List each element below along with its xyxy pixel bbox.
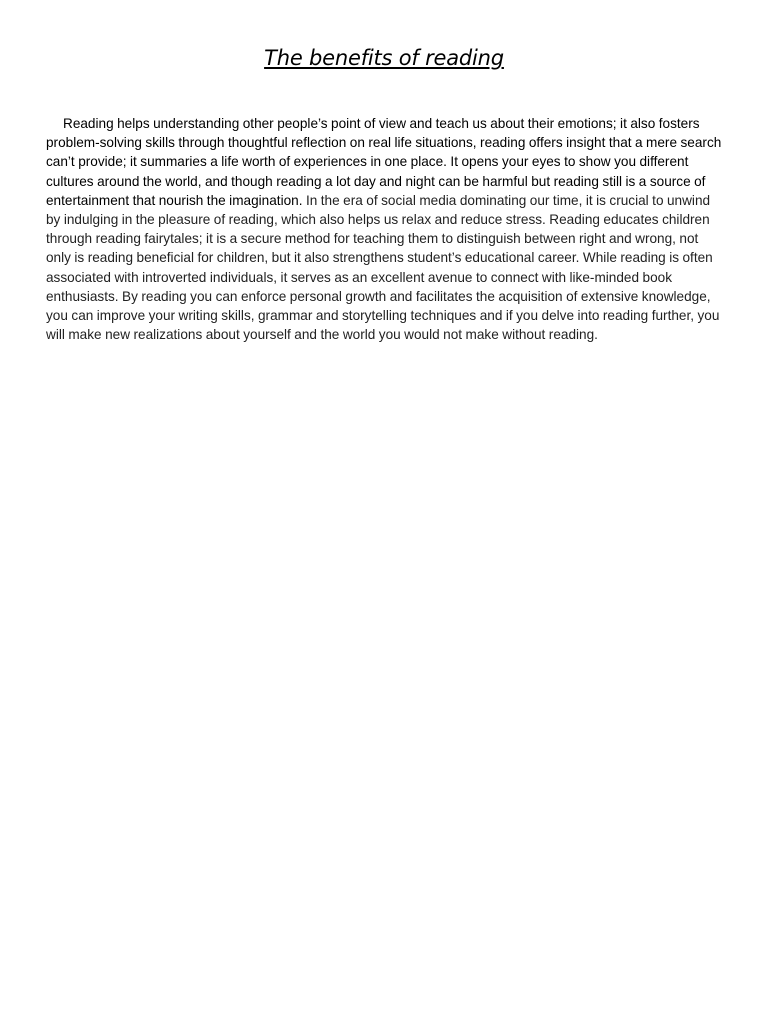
paragraph-part-2: In the era of social media dominating our time, it is crucial to unwind by indulging in the pleasure of reading, which also helps us relax and reduce stress. Reading educates children through reading fairytales; it is a secure method for teaching them to distinguish between right and wrong, not only is reading beneficial for children, but it also strengthens student’s educational career. While reading is often associated with introverted individuals, it serves as an excellent avenue to connect with like-minded book enthusiasts. By reading you can enforce personal growth and facilitates the acquisition of extensive knowledge, you can improve your writing skills, grammar and storytelling techniques and if you delve into reading further, you will make new realizations about yourself and the world you would not make without reading. <box>46 192 720 343</box>
body-paragraph <box>46 114 726 344</box>
paragraph-part-1: Reading helps understanding other people’s point of view and teach us about their emotions; it also fosters problem-solving skills through thoughtful reflection on real life situations, reading offers insight that a mere search can’t provide; it summaries a life worth of experiences in one place. It opens your eyes to show you different cultures around the world, and though reading a lot day and night can be harmful but reading still is a source of entertainment that nourish the imagination. <box>46 116 722 208</box>
document-title: The benefits of reading <box>264 46 504 70</box>
